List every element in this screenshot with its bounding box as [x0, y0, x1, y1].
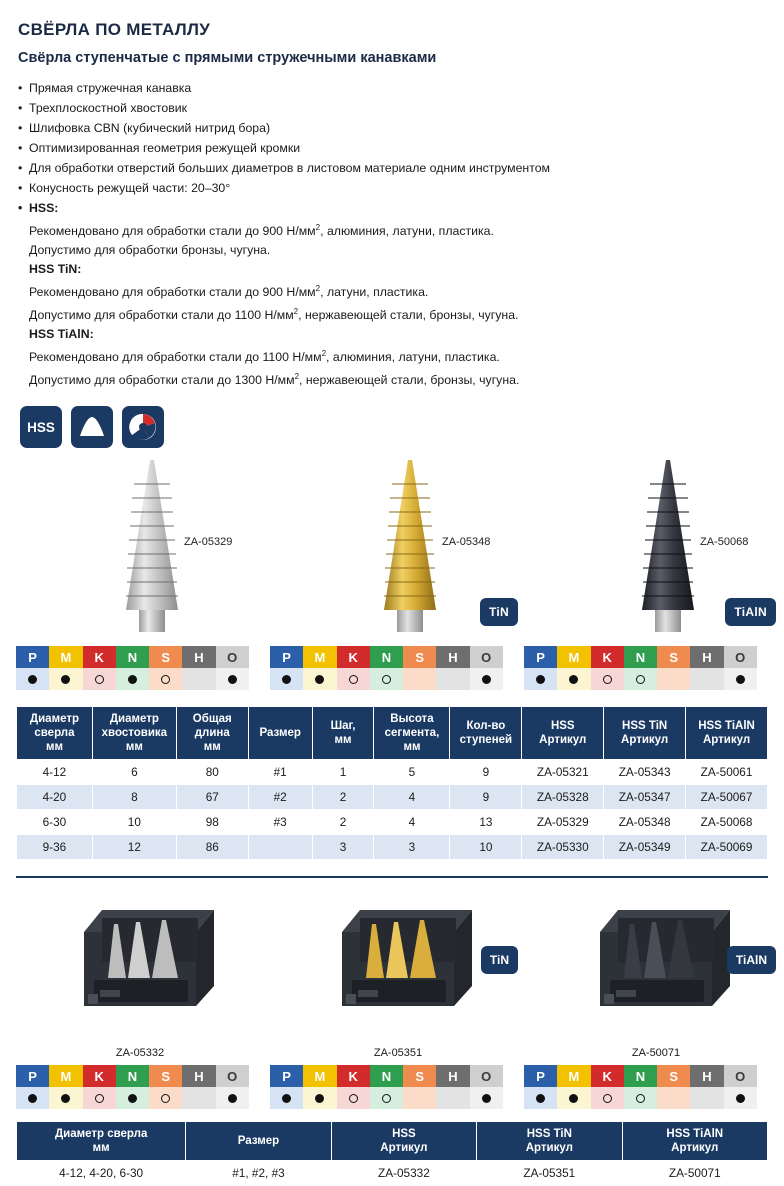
th-segment-height: Высота сегмента, мм [374, 707, 450, 760]
table-cell: 80 [176, 760, 248, 785]
material-rating-p [270, 1087, 303, 1109]
list-item: • Трехплоскостной хвостовик [18, 98, 768, 118]
material-letter-p: P [270, 646, 303, 668]
table-cell: ZA-05348 [604, 810, 686, 835]
spec-title-hss-tialn: HSS TiAlN: [29, 327, 94, 342]
case-cell-tialn [532, 888, 780, 1063]
coating-badge-tialn: TiAlN [727, 946, 776, 974]
coating-badge-tin: TiN [481, 946, 518, 974]
table-cell: ZA-05332 [331, 1161, 476, 1186]
table-cell: 67 [176, 785, 248, 810]
material-letter-m: M [557, 646, 590, 668]
table-row [17, 1161, 768, 1186]
material-letter-h: H [182, 1065, 215, 1087]
table-cell: ZA-50071 [622, 1161, 767, 1186]
badge-row [20, 406, 768, 448]
case-material-strip-tin [270, 1065, 514, 1111]
material-letter-n: N [116, 646, 149, 668]
spec-line: Допустимо для обработки бронзы, чугуна. [29, 243, 271, 258]
material-strip-tin [270, 646, 514, 692]
th-set-hss-article: HSS Артикул [331, 1122, 476, 1161]
table-cell: 4-20 [17, 785, 93, 810]
material-letter-o: O [216, 646, 249, 668]
cbn-grinding-icon [122, 406, 164, 448]
table-header-row [17, 1122, 768, 1161]
table-cell: 9 [450, 760, 522, 785]
table-cell: 4 [374, 810, 450, 835]
th-hss-tin-article: HSS TiN Артикул [604, 707, 686, 760]
material-rating-p [270, 668, 303, 690]
table-row [17, 785, 768, 810]
material-letter-h: H [182, 646, 215, 668]
th-drill-diameter: Диаметр сверла мм [17, 707, 93, 760]
material-letter-k: K [83, 646, 116, 668]
table-cell: ZA-50069 [686, 835, 768, 860]
material-letter-o: O [724, 1065, 757, 1087]
feature-list [18, 78, 768, 390]
table-cell: 9 [450, 785, 522, 810]
table-cell: ZA-05330 [522, 835, 604, 860]
material-rating-o [724, 668, 757, 690]
page-subtitle: Свёрла ступенчатые с прямыми стружечными канавками [18, 50, 437, 66]
material-rating-s [149, 1087, 182, 1109]
material-letter-o: O [470, 1065, 503, 1087]
coating-badge-tin: TiN [480, 598, 518, 626]
table-cell: 5 [374, 760, 450, 785]
spec-title-hss-tin: HSS TiN: [29, 262, 82, 277]
material-letter-p: P [16, 646, 49, 668]
material-letter-s: S [149, 1065, 182, 1087]
table-cell: #1 [248, 760, 312, 785]
material-rating-o [470, 1087, 503, 1109]
material-rating-n [370, 1087, 403, 1109]
material-rating-k [83, 1087, 116, 1109]
product-cell-tialn [532, 454, 780, 644]
material-rating-h [182, 668, 215, 690]
table-cell: ZA-05351 [477, 1161, 622, 1186]
material-letter-p: P [270, 1065, 303, 1087]
product-cell-hss [16, 454, 264, 644]
material-rating-h [436, 1087, 469, 1109]
case-cell-tin [274, 888, 522, 1063]
product-image-row [16, 454, 768, 644]
material-rating-m [303, 1087, 336, 1109]
material-rating-m [49, 668, 82, 690]
table-cell: #3 [248, 810, 312, 835]
set-table [16, 1121, 768, 1186]
table-cell: 13 [450, 810, 522, 835]
coating-badge-tialn: TiAlN [725, 598, 776, 626]
table-cell: 3 [312, 835, 374, 860]
material-letter-m: M [49, 646, 82, 668]
table-cell: 86 [176, 835, 248, 860]
list-item: • Оптимизированная геометрия режущей кромки [18, 138, 768, 158]
material-letter-p: P [16, 1065, 49, 1087]
material-letter-k: K [337, 646, 370, 668]
material-rating-o [216, 1087, 249, 1109]
material-rating-p [16, 1087, 49, 1109]
list-item: • Для обработки отверстий больших диаметров в листовом материале одним инструментом [18, 158, 768, 178]
table-row [17, 835, 768, 860]
material-rating-m [303, 668, 336, 690]
table-cell: 6-30 [17, 810, 93, 835]
material-rating-o [724, 1087, 757, 1109]
material-rating-h [436, 668, 469, 690]
material-letter-s: S [149, 646, 182, 668]
table-cell [248, 835, 312, 860]
material-rating-s [403, 668, 436, 690]
th-shank-diameter: Диаметр хвостовика мм [92, 707, 176, 760]
material-letter-n: N [624, 646, 657, 668]
table-cell: 3 [374, 835, 450, 860]
table-cell: 8 [92, 785, 176, 810]
table-header-row [17, 707, 768, 760]
material-letter-s: S [403, 1065, 436, 1087]
material-rating-h [690, 1087, 723, 1109]
material-rating-p [524, 1087, 557, 1109]
material-rating-k [83, 668, 116, 690]
material-rating-h [690, 668, 723, 690]
spec-line: Допустимо для обработки стали до 1300 $Н/мм^2$, нержавеющей стали, бронзы, чугуна. [29, 372, 520, 388]
list-item: • Шлифовка CBN (кубический нитрид бора) [18, 118, 768, 138]
main-spec-table [16, 706, 768, 860]
page-title: СВЁРЛА ПО МЕТАЛЛУ [18, 20, 211, 39]
material-rating-k [337, 1087, 370, 1109]
material-letter-k: K [591, 646, 624, 668]
material-letter-m: M [557, 1065, 590, 1087]
spec-line: Рекомендовано для обработки стали до 900 $Н/мм^2$, алюминия, латуни, пластика. [29, 223, 494, 239]
article-label: ZA-05329 [184, 536, 233, 549]
material-rating-s [657, 668, 690, 690]
material-letter-p: P [524, 646, 557, 668]
material-rating-s [403, 1087, 436, 1109]
material-rating-h [182, 1087, 215, 1109]
table-cell: 98 [176, 810, 248, 835]
material-letter-h: H [690, 646, 723, 668]
article-label: ZA-05348 [442, 536, 491, 549]
th-set-tialn-article: HSS TiAlN Артикул [622, 1122, 767, 1161]
material-strip-row [16, 646, 768, 692]
table-cell: 2 [312, 810, 374, 835]
section-divider [16, 876, 768, 878]
material-rating-s [149, 668, 182, 690]
material-letter-p: P [524, 1065, 557, 1087]
material-letter-o: O [470, 646, 503, 668]
material-letter-n: N [624, 1065, 657, 1087]
table-cell: #2 [248, 785, 312, 810]
table-cell: ZA-50067 [686, 785, 768, 810]
material-letter-s: S [657, 1065, 690, 1087]
material-letter-k: K [591, 1065, 624, 1087]
th-total-length: Общая длина мм [176, 707, 248, 760]
material-letter-o: O [724, 646, 757, 668]
material-letter-k: K [83, 1065, 116, 1087]
material-rating-n [624, 1087, 657, 1109]
material-letter-h: H [436, 646, 469, 668]
material-letter-s: S [657, 646, 690, 668]
material-letter-k: K [337, 1065, 370, 1087]
article-label: ZA-50071 [631, 1047, 681, 1060]
table-cell: ZA-50061 [686, 760, 768, 785]
material-letter-s: S [403, 646, 436, 668]
table-cell: ZA-05343 [604, 760, 686, 785]
material-letter-m: M [303, 646, 336, 668]
case-image-row [16, 888, 768, 1063]
case-material-strip-tialn [524, 1065, 768, 1111]
table-cell: 2 [312, 785, 374, 810]
case-cell-hss [16, 888, 264, 1063]
list-item: • Прямая стружечная канавка [18, 78, 768, 98]
th-step-count: Кол-во ступеней [450, 707, 522, 760]
th-step: Шаг, мм [312, 707, 374, 760]
spec-line: Рекомендовано для обработки стали до 1100 $Н/мм^2$, алюминия, латуни, пластика. [29, 349, 500, 365]
material-rating-k [591, 1087, 624, 1109]
table-cell: 4-12 [17, 760, 93, 785]
hss-badge: HSS [20, 406, 62, 448]
th-set-tin-article: HSS TiN Артикул [477, 1122, 622, 1161]
material-rating-n [116, 1087, 149, 1109]
material-rating-m [49, 1087, 82, 1109]
material-rating-n [370, 668, 403, 690]
material-strip-tialn [524, 646, 768, 692]
table-cell: 10 [450, 835, 522, 860]
table-cell: ZA-05349 [604, 835, 686, 860]
table-cell: ZA-05347 [604, 785, 686, 810]
table-cell: 12 [92, 835, 176, 860]
th-size: Размер [248, 707, 312, 760]
article-label: ZA-05332 [115, 1047, 165, 1060]
material-rating-m [557, 668, 590, 690]
th-set-size: Размер [186, 1122, 331, 1161]
spec-line: Рекомендовано для обработки стали до 900 $Н/мм^2$, латуни, пластика. [29, 284, 429, 300]
material-letter-h: H [690, 1065, 723, 1087]
material-rating-k [337, 668, 370, 690]
table-cell: ZA-05321 [522, 760, 604, 785]
table-cell: 1 [312, 760, 374, 785]
material-letter-n: N [370, 646, 403, 668]
table-cell: ZA-05328 [522, 785, 604, 810]
material-rating-o [216, 668, 249, 690]
table-row [17, 810, 768, 835]
material-letter-h: H [436, 1065, 469, 1087]
material-letter-m: M [303, 1065, 336, 1087]
th-set-diameter: Диаметр сверла мм [17, 1122, 186, 1161]
material-strip-hss [16, 646, 260, 692]
material-letter-n: N [116, 1065, 149, 1087]
material-letter-m: M [49, 1065, 82, 1087]
table-cell: 4-12, 4-20, 6-30 [17, 1161, 186, 1186]
material-rating-s [657, 1087, 690, 1109]
case-material-strip-row [16, 1065, 768, 1111]
material-rating-k [591, 668, 624, 690]
table-cell: 4 [374, 785, 450, 810]
material-rating-n [624, 668, 657, 690]
drill-set-case-hss-image [16, 888, 264, 1053]
table-cell: 9-36 [17, 835, 93, 860]
article-label: ZA-05351 [373, 1047, 423, 1060]
material-rating-m [557, 1087, 590, 1109]
product-cell-tin [274, 454, 522, 644]
case-material-strip-hss [16, 1065, 260, 1111]
material-rating-p [524, 668, 557, 690]
material-rating-o [470, 668, 503, 690]
list-item: • Конусность режущей части: 20–30° [18, 178, 768, 198]
article-label: ZA-50068 [700, 536, 749, 549]
material-letter-o: O [216, 1065, 249, 1087]
th-hss-tialn-article: HSS TiAlN Артикул [686, 707, 768, 760]
material-rating-n [116, 668, 149, 690]
material-letter-n: N [370, 1065, 403, 1087]
th-hss-article: HSS Артикул [522, 707, 604, 760]
spec-line: Допустимо для обработки стали до 1100 $Н/мм^2$, нержавеющей стали, бронзы, чугуна. [29, 307, 519, 323]
material-rating-p [16, 668, 49, 690]
cone-shape-icon [71, 406, 113, 448]
spec-title-hss: • HSS: [18, 198, 768, 218]
table-cell: 6 [92, 760, 176, 785]
table-row [17, 760, 768, 785]
table-cell: 10 [92, 810, 176, 835]
table-cell: ZA-50068 [686, 810, 768, 835]
table-cell: ZA-05329 [522, 810, 604, 835]
table-cell: #1, #2, #3 [186, 1161, 331, 1186]
